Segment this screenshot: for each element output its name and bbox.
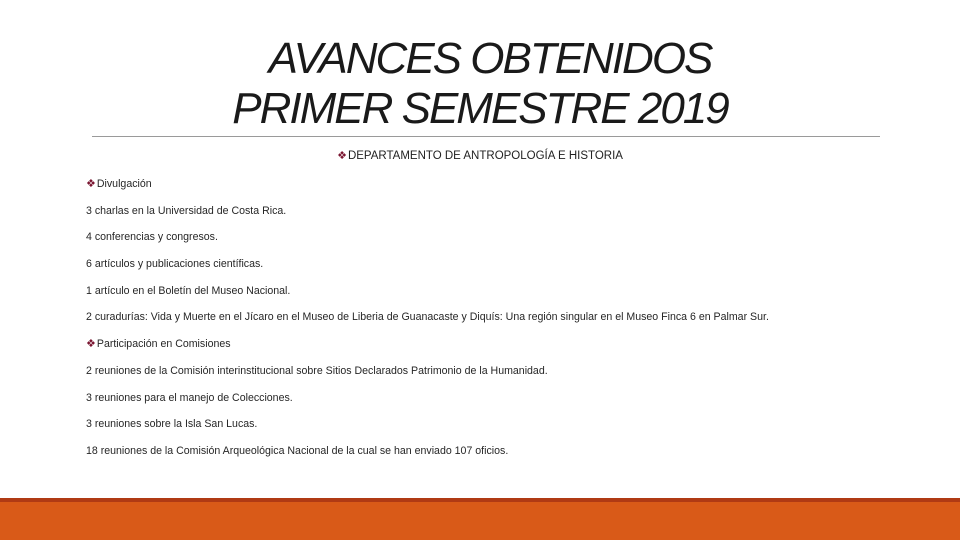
list-item: 3 charlas en la Universidad de Costa Rica.	[86, 204, 287, 217]
list-item: 1 artículo en el Boletín del Museo Nacional.	[86, 284, 291, 297]
list-item: 6 artículos y publicaciones científicas.	[86, 258, 264, 271]
diamond-bullet-icon: ❖	[86, 338, 96, 351]
list-item: 2 curadurías: Vida y Muerte en el Jícaro en el Museo de Liberia de Guanacaste y Diquís: Una región singular en el Museo Finca 6 en Palmar Sur.	[86, 311, 769, 324]
title-divider	[92, 136, 880, 137]
footer-band	[0, 502, 960, 540]
diamond-bullet-icon: ❖	[337, 150, 347, 162]
department-heading	[0, 149, 960, 162]
slide-title-line-2: PRIMER SEMESTRE 2019	[232, 84, 728, 133]
list-item: 3 reuniones sobre la Isla San Lucas.	[86, 418, 258, 431]
list-item: 2 reuniones de la Comisión interinstitucional sobre Sitios Declarados Patrimonio de la Humanidad.	[86, 364, 548, 377]
list-item: 18 reuniones de la Comisión Arqueológica Nacional de la cual se han enviado 107 oficios.	[86, 444, 509, 457]
section-heading	[86, 176, 906, 203]
section-heading-label: Divulgación	[96, 178, 152, 190]
diamond-bullet-icon: ❖	[86, 178, 96, 190]
section-heading-label: Participación en Comisiones	[96, 338, 231, 351]
list-item: 3 reuniones para el manejo de Colecciones.	[86, 391, 293, 404]
department-label: DEPARTAMENTO DE ANTROPOLOGÍA E HISTORIA	[347, 150, 623, 162]
list-item: 4 conferencias y congresos.	[86, 231, 218, 244]
slide-content	[86, 176, 906, 470]
section-heading	[86, 336, 906, 363]
slide-title-line-1: AVANCES OBTENIDOS	[268, 34, 712, 83]
